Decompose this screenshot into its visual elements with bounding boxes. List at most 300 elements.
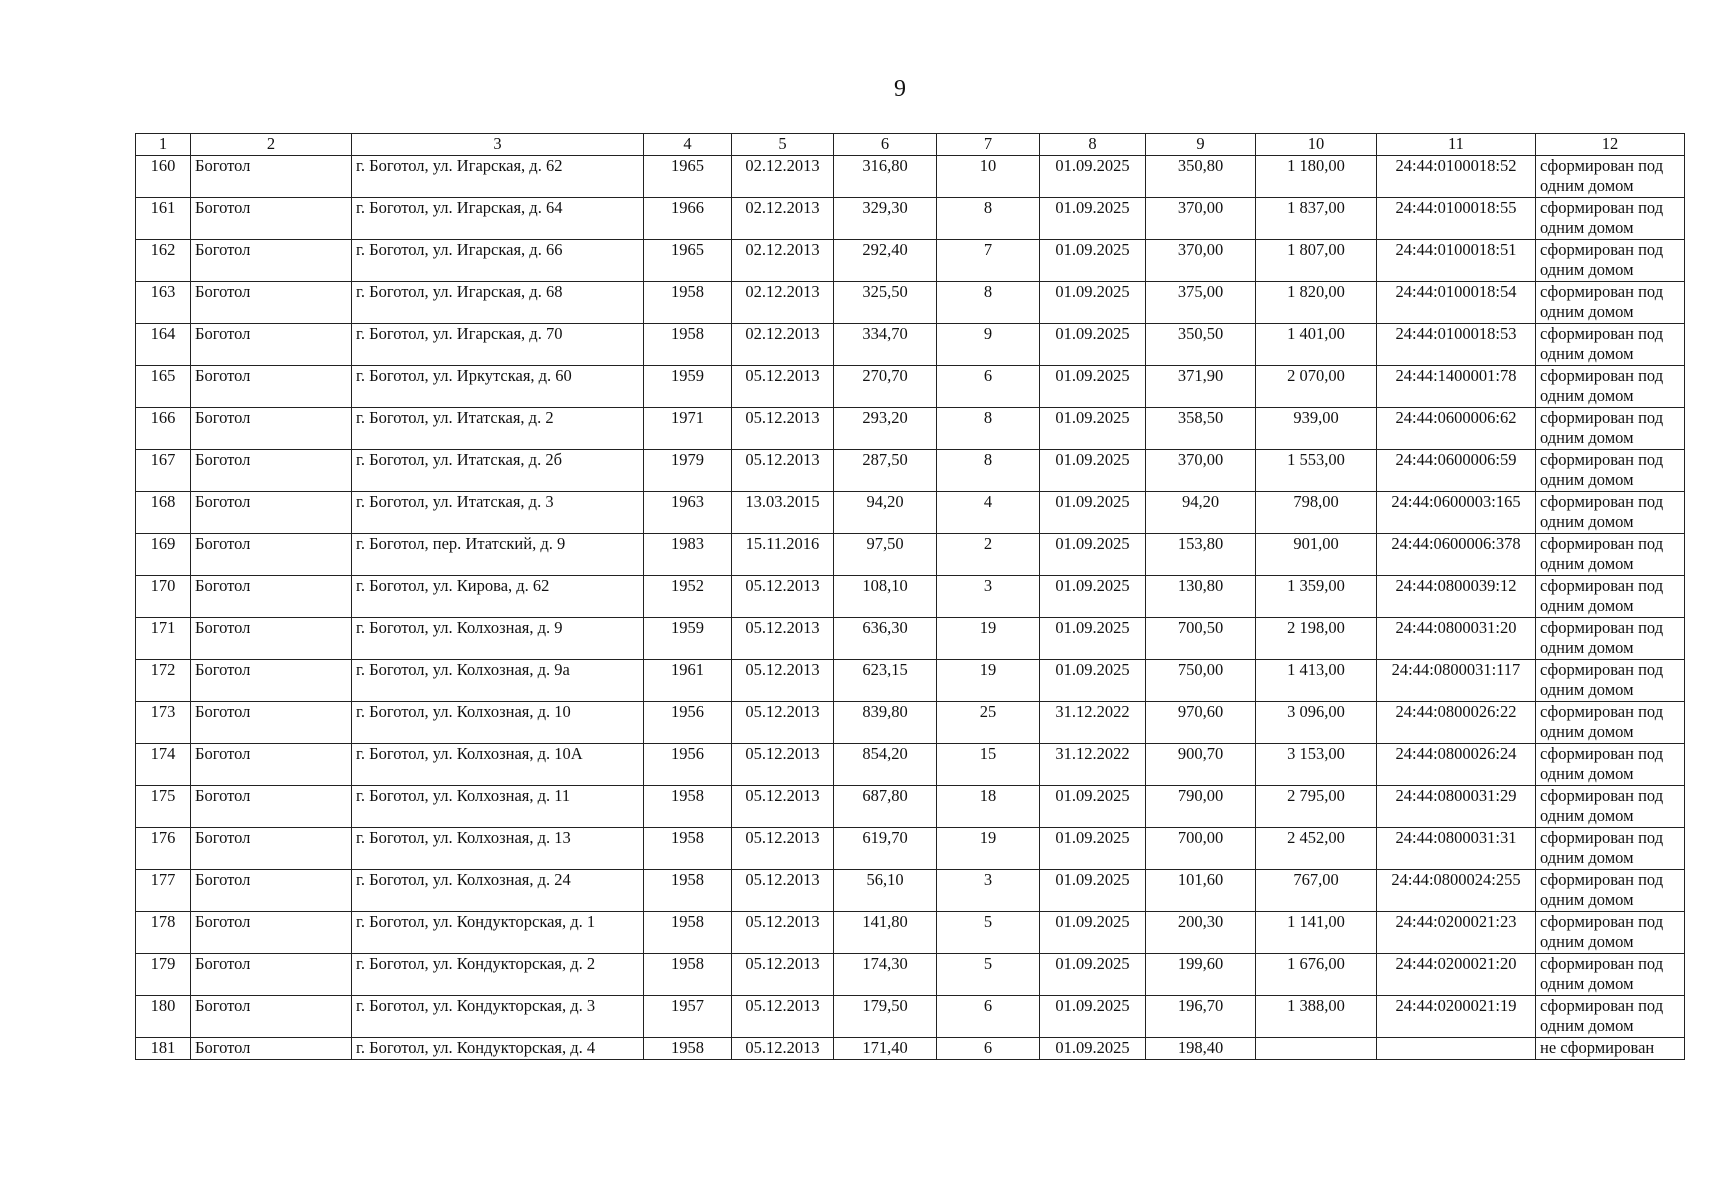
cell-land-area: 1 807,00: [1256, 240, 1377, 282]
column-header-9: 9: [1146, 134, 1256, 156]
cell-area: 316,80: [834, 156, 937, 198]
cell-address: г. Боготол, ул. Итатская, д. 2: [352, 408, 644, 450]
cell-address: г. Боготол, ул. Колхозная, д. 13: [352, 828, 644, 870]
cell-land-area: 1 141,00: [1256, 912, 1377, 954]
cell-land-area: 1 553,00: [1256, 450, 1377, 492]
cell-year-built: 1958: [644, 1038, 732, 1060]
cell-land-area: 939,00: [1256, 408, 1377, 450]
page-number: 9: [894, 76, 906, 102]
table-row: [136, 408, 1685, 450]
cell-land-area: 2 070,00: [1256, 366, 1377, 408]
cell-address: г. Боготол, ул. Кирова, д. 62: [352, 576, 644, 618]
cell-year-built: 1952: [644, 576, 732, 618]
cell-land-area: 1 676,00: [1256, 954, 1377, 996]
cell-municipality: Боготол: [191, 534, 352, 576]
cell-year-built: 1963: [644, 492, 732, 534]
cell-row-number: 161: [136, 198, 191, 240]
cell-land-area: 767,00: [1256, 870, 1377, 912]
cell-residents: 5: [937, 912, 1040, 954]
cell-land-area: 1 401,00: [1256, 324, 1377, 366]
cell-row-number: 173: [136, 702, 191, 744]
column-header-12: 12: [1536, 134, 1685, 156]
table-row: [136, 324, 1685, 366]
cell-municipality: Боготол: [191, 702, 352, 744]
cell-land-status: сформирован под одним домом: [1536, 576, 1685, 618]
cell-cadastral-number: 24:44:0800026:24: [1377, 744, 1536, 786]
cell-year-built: 1966: [644, 198, 732, 240]
cell-municipality: Боготол: [191, 408, 352, 450]
cell-address: г. Боготол, ул. Игарская, д. 64: [352, 198, 644, 240]
cell-land-area: 798,00: [1256, 492, 1377, 534]
cell-municipality: Боготол: [191, 282, 352, 324]
cell-living-area: 196,70: [1146, 996, 1256, 1038]
cell-living-area: 375,00: [1146, 282, 1256, 324]
cell-area: 325,50: [834, 282, 937, 324]
cell-land-status: сформирован под одним домом: [1536, 282, 1685, 324]
cell-area: 270,70: [834, 366, 937, 408]
cell-address: г. Боготол, ул. Колхозная, д. 24: [352, 870, 644, 912]
cell-cadastral-number: [1377, 1038, 1536, 1060]
cell-year-built: 1965: [644, 240, 732, 282]
cell-living-area: 199,60: [1146, 954, 1256, 996]
cell-address: г. Боготол, ул. Колхозная, д. 10: [352, 702, 644, 744]
cell-land-status: сформирован под одним домом: [1536, 786, 1685, 828]
column-header-8: 8: [1040, 134, 1146, 156]
cell-resettlement-date: 01.09.2025: [1040, 450, 1146, 492]
cell-address: г. Боготол, ул. Игарская, д. 66: [352, 240, 644, 282]
cell-land-area: 2 198,00: [1256, 618, 1377, 660]
cell-cadastral-number: 24:44:0100018:55: [1377, 198, 1536, 240]
cell-living-area: 790,00: [1146, 786, 1256, 828]
table-row: [136, 660, 1685, 702]
cell-address: г. Боготол, ул. Кондукторская, д. 1: [352, 912, 644, 954]
cell-row-number: 179: [136, 954, 191, 996]
cell-cadastral-number: 24:44:0100018:52: [1377, 156, 1536, 198]
cell-address: г. Боготол, ул. Кондукторская, д. 2: [352, 954, 644, 996]
cell-address: г. Боготол, ул. Кондукторская, д. 4: [352, 1038, 644, 1060]
cell-area: 636,30: [834, 618, 937, 660]
table-row: [136, 156, 1685, 198]
cell-land-status: сформирован под одним домом: [1536, 618, 1685, 660]
cell-year-built: 1959: [644, 366, 732, 408]
cell-living-area: 198,40: [1146, 1038, 1256, 1060]
cell-cadastral-number: 24:44:1400001:78: [1377, 366, 1536, 408]
cell-municipality: Боготол: [191, 786, 352, 828]
cell-resettlement-date: 01.09.2025: [1040, 408, 1146, 450]
cell-land-area: 3 153,00: [1256, 744, 1377, 786]
cell-year-built: 1971: [644, 408, 732, 450]
cell-row-number: 175: [136, 786, 191, 828]
table-row: [136, 534, 1685, 576]
cell-residents: 8: [937, 282, 1040, 324]
cell-year-built: 1956: [644, 702, 732, 744]
cell-area: 687,80: [834, 786, 937, 828]
cell-year-built: 1959: [644, 618, 732, 660]
cell-recognition-date: 02.12.2013: [732, 324, 834, 366]
cell-municipality: Боготол: [191, 240, 352, 282]
cell-municipality: Боготол: [191, 324, 352, 366]
cell-area: 179,50: [834, 996, 937, 1038]
cell-land-status: сформирован под одним домом: [1536, 450, 1685, 492]
table-row: [136, 786, 1685, 828]
cell-cadastral-number: 24:44:0200021:19: [1377, 996, 1536, 1038]
cell-recognition-date: 02.12.2013: [732, 198, 834, 240]
cell-living-area: 370,00: [1146, 198, 1256, 240]
cell-row-number: 163: [136, 282, 191, 324]
cell-residents: 25: [937, 702, 1040, 744]
cell-year-built: 1958: [644, 828, 732, 870]
cell-recognition-date: 15.11.2016: [732, 534, 834, 576]
cell-land-status: сформирован под одним домом: [1536, 198, 1685, 240]
table-row: [136, 1038, 1685, 1060]
cell-address: г. Боготол, ул. Колхозная, д. 9: [352, 618, 644, 660]
cell-living-area: 153,80: [1146, 534, 1256, 576]
cell-address: г. Боготол, ул. Итатская, д. 3: [352, 492, 644, 534]
cell-municipality: Боготол: [191, 660, 352, 702]
cell-resettlement-date: 01.09.2025: [1040, 534, 1146, 576]
cell-row-number: 170: [136, 576, 191, 618]
cell-area: 623,15: [834, 660, 937, 702]
cell-resettlement-date: 01.09.2025: [1040, 996, 1146, 1038]
cell-year-built: 1983: [644, 534, 732, 576]
cell-residents: 19: [937, 828, 1040, 870]
cell-area: 292,40: [834, 240, 937, 282]
cell-cadastral-number: 24:44:0800026:22: [1377, 702, 1536, 744]
cell-area: 329,30: [834, 198, 937, 240]
registry-table: [135, 133, 1685, 1060]
table-row: [136, 618, 1685, 660]
cell-residents: 3: [937, 576, 1040, 618]
table-row: [136, 996, 1685, 1038]
cell-land-status: сформирован под одним домом: [1536, 912, 1685, 954]
cell-land-status: сформирован под одним домом: [1536, 240, 1685, 282]
cell-cadastral-number: 24:44:0800031:31: [1377, 828, 1536, 870]
cell-area: 839,80: [834, 702, 937, 744]
cell-residents: 19: [937, 660, 1040, 702]
cell-area: 293,20: [834, 408, 937, 450]
cell-recognition-date: 02.12.2013: [732, 282, 834, 324]
cell-municipality: Боготол: [191, 870, 352, 912]
cell-municipality: Боготол: [191, 492, 352, 534]
cell-area: 619,70: [834, 828, 937, 870]
cell-residents: 6: [937, 996, 1040, 1038]
cell-residents: 18: [937, 786, 1040, 828]
cell-resettlement-date: 01.09.2025: [1040, 324, 1146, 366]
cell-recognition-date: 05.12.2013: [732, 660, 834, 702]
cell-address: г. Боготол, ул. Иркутская, д. 60: [352, 366, 644, 408]
cell-living-area: 750,00: [1146, 660, 1256, 702]
cell-resettlement-date: 01.09.2025: [1040, 240, 1146, 282]
cell-row-number: 169: [136, 534, 191, 576]
cell-resettlement-date: 01.09.2025: [1040, 870, 1146, 912]
table-row: [136, 492, 1685, 534]
cell-recognition-date: 05.12.2013: [732, 450, 834, 492]
cell-land-status: не сформирован: [1536, 1038, 1685, 1060]
cell-cadastral-number: 24:44:0800031:117: [1377, 660, 1536, 702]
cell-area: 174,30: [834, 954, 937, 996]
cell-living-area: 371,90: [1146, 366, 1256, 408]
cell-address: г. Боготол, ул. Игарская, д. 68: [352, 282, 644, 324]
cell-residents: 8: [937, 450, 1040, 492]
cell-row-number: 160: [136, 156, 191, 198]
cell-municipality: Боготол: [191, 912, 352, 954]
cell-row-number: 164: [136, 324, 191, 366]
cell-living-area: 350,80: [1146, 156, 1256, 198]
cell-year-built: 1958: [644, 870, 732, 912]
cell-row-number: 166: [136, 408, 191, 450]
cell-row-number: 176: [136, 828, 191, 870]
cell-resettlement-date: 01.09.2025: [1040, 828, 1146, 870]
cell-municipality: Боготол: [191, 954, 352, 996]
cell-resettlement-date: 01.09.2025: [1040, 786, 1146, 828]
cell-cadastral-number: 24:44:0100018:51: [1377, 240, 1536, 282]
cell-living-area: 94,20: [1146, 492, 1256, 534]
table-row: [136, 240, 1685, 282]
cell-row-number: 171: [136, 618, 191, 660]
cell-land-status: сформирован под одним домом: [1536, 954, 1685, 996]
cell-resettlement-date: 31.12.2022: [1040, 744, 1146, 786]
cell-municipality: Боготол: [191, 1038, 352, 1060]
cell-address: г. Боготол, ул. Итатская, д. 2б: [352, 450, 644, 492]
cell-resettlement-date: 01.09.2025: [1040, 660, 1146, 702]
cell-area: 56,10: [834, 870, 937, 912]
table-row: [136, 198, 1685, 240]
cell-cadastral-number: 24:44:0800031:20: [1377, 618, 1536, 660]
cell-land-status: сформирован под одним домом: [1536, 492, 1685, 534]
cell-address: г. Боготол, ул. Игарская, д. 70: [352, 324, 644, 366]
table-row: [136, 912, 1685, 954]
cell-municipality: Боготол: [191, 618, 352, 660]
cell-recognition-date: 02.12.2013: [732, 240, 834, 282]
cell-residents: 15: [937, 744, 1040, 786]
cell-year-built: 1958: [644, 954, 732, 996]
cell-land-status: сформирован под одним домом: [1536, 156, 1685, 198]
cell-living-area: 370,00: [1146, 450, 1256, 492]
cell-residents: 3: [937, 870, 1040, 912]
table-row: [136, 576, 1685, 618]
cell-area: 287,50: [834, 450, 937, 492]
cell-recognition-date: 05.12.2013: [732, 618, 834, 660]
cell-land-status: сформирован под одним домом: [1536, 534, 1685, 576]
cell-residents: 6: [937, 366, 1040, 408]
table-row: [136, 366, 1685, 408]
cell-cadastral-number: 24:44:0100018:54: [1377, 282, 1536, 324]
cell-recognition-date: 02.12.2013: [732, 156, 834, 198]
cell-land-status: сформирован под одним домом: [1536, 366, 1685, 408]
cell-cadastral-number: 24:44:0200021:20: [1377, 954, 1536, 996]
cell-living-area: 900,70: [1146, 744, 1256, 786]
cell-address: г. Боготол, ул. Игарская, д. 62: [352, 156, 644, 198]
cell-residents: 9: [937, 324, 1040, 366]
cell-year-built: 1957: [644, 996, 732, 1038]
table-row: [136, 702, 1685, 744]
cell-resettlement-date: 31.12.2022: [1040, 702, 1146, 744]
cell-recognition-date: 05.12.2013: [732, 828, 834, 870]
cell-municipality: Боготол: [191, 366, 352, 408]
column-header-3: 3: [352, 134, 644, 156]
cell-resettlement-date: 01.09.2025: [1040, 282, 1146, 324]
cell-cadastral-number: 24:44:0600006:59: [1377, 450, 1536, 492]
cell-residents: 19: [937, 618, 1040, 660]
cell-area: 108,10: [834, 576, 937, 618]
cell-year-built: 1965: [644, 156, 732, 198]
cell-living-area: 130,80: [1146, 576, 1256, 618]
cell-land-status: сформирован под одним домом: [1536, 828, 1685, 870]
cell-municipality: Боготол: [191, 450, 352, 492]
cell-row-number: 177: [136, 870, 191, 912]
cell-year-built: 1958: [644, 282, 732, 324]
cell-row-number: 172: [136, 660, 191, 702]
cell-row-number: 165: [136, 366, 191, 408]
cell-land-status: сформирован под одним домом: [1536, 744, 1685, 786]
cell-land-area: 901,00: [1256, 534, 1377, 576]
cell-living-area: 970,60: [1146, 702, 1256, 744]
cell-row-number: 180: [136, 996, 191, 1038]
cell-residents: 10: [937, 156, 1040, 198]
cell-year-built: 1958: [644, 912, 732, 954]
table-row: [136, 744, 1685, 786]
cell-resettlement-date: 01.09.2025: [1040, 492, 1146, 534]
cell-residents: 4: [937, 492, 1040, 534]
cell-land-area: 1 359,00: [1256, 576, 1377, 618]
cell-recognition-date: 05.12.2013: [732, 996, 834, 1038]
cell-municipality: Боготол: [191, 996, 352, 1038]
cell-resettlement-date: 01.09.2025: [1040, 954, 1146, 996]
cell-living-area: 370,00: [1146, 240, 1256, 282]
cell-cadastral-number: 24:44:0200021:23: [1377, 912, 1536, 954]
cell-cadastral-number: 24:44:0800024:255: [1377, 870, 1536, 912]
cell-land-area: 2 452,00: [1256, 828, 1377, 870]
cell-area: 141,80: [834, 912, 937, 954]
cell-recognition-date: 05.12.2013: [732, 1038, 834, 1060]
cell-resettlement-date: 01.09.2025: [1040, 156, 1146, 198]
cell-cadastral-number: 24:44:0800039:12: [1377, 576, 1536, 618]
cell-municipality: Боготол: [191, 576, 352, 618]
cell-land-status: сформирован под одним домом: [1536, 408, 1685, 450]
cell-residents: 8: [937, 198, 1040, 240]
column-header-1: 1: [136, 134, 191, 156]
cell-cadastral-number: 24:44:0800031:29: [1377, 786, 1536, 828]
table-row: [136, 828, 1685, 870]
cell-municipality: Боготол: [191, 198, 352, 240]
cell-address: г. Боготол, ул. Колхозная, д. 9а: [352, 660, 644, 702]
cell-land-status: сформирован под одним домом: [1536, 702, 1685, 744]
cell-area: 171,40: [834, 1038, 937, 1060]
cell-address: г. Боготол, ул. Кондукторская, д. 3: [352, 996, 644, 1038]
cell-recognition-date: 05.12.2013: [732, 702, 834, 744]
cell-living-area: 358,50: [1146, 408, 1256, 450]
cell-municipality: Боготол: [191, 744, 352, 786]
column-header-4: 4: [644, 134, 732, 156]
cell-area: 334,70: [834, 324, 937, 366]
cell-land-area: [1256, 1038, 1377, 1060]
cell-row-number: 174: [136, 744, 191, 786]
table-row: [136, 954, 1685, 996]
cell-recognition-date: 05.12.2013: [732, 366, 834, 408]
cell-area: 97,50: [834, 534, 937, 576]
header-row: [136, 134, 1685, 156]
cell-resettlement-date: 01.09.2025: [1040, 198, 1146, 240]
cell-residents: 7: [937, 240, 1040, 282]
column-header-2: 2: [191, 134, 352, 156]
cell-land-area: 1 413,00: [1256, 660, 1377, 702]
cell-land-status: сформирован под одним домом: [1536, 870, 1685, 912]
cell-year-built: 1961: [644, 660, 732, 702]
cell-land-status: сформирован под одним домом: [1536, 996, 1685, 1038]
cell-row-number: 181: [136, 1038, 191, 1060]
column-header-11: 11: [1377, 134, 1536, 156]
cell-residents: 5: [937, 954, 1040, 996]
cell-living-area: 200,30: [1146, 912, 1256, 954]
cell-municipality: Боготол: [191, 828, 352, 870]
table-row: [136, 870, 1685, 912]
cell-year-built: 1958: [644, 786, 732, 828]
cell-land-area: 1 388,00: [1256, 996, 1377, 1038]
cell-land-area: 1 180,00: [1256, 156, 1377, 198]
cell-living-area: 700,00: [1146, 828, 1256, 870]
cell-living-area: 101,60: [1146, 870, 1256, 912]
cell-recognition-date: 05.12.2013: [732, 786, 834, 828]
cell-cadastral-number: 24:44:0100018:53: [1377, 324, 1536, 366]
cell-row-number: 168: [136, 492, 191, 534]
cell-recognition-date: 05.12.2013: [732, 576, 834, 618]
cell-area: 854,20: [834, 744, 937, 786]
cell-recognition-date: 05.12.2013: [732, 408, 834, 450]
cell-year-built: 1979: [644, 450, 732, 492]
cell-cadastral-number: 24:44:0600006:378: [1377, 534, 1536, 576]
column-header-10: 10: [1256, 134, 1377, 156]
column-header-6: 6: [834, 134, 937, 156]
cell-address: г. Боготол, ул. Колхозная, д. 10А: [352, 744, 644, 786]
cell-address: г. Боготол, пер. Итатский, д. 9: [352, 534, 644, 576]
table-row: [136, 282, 1685, 324]
column-header-7: 7: [937, 134, 1040, 156]
cell-address: г. Боготол, ул. Колхозная, д. 11: [352, 786, 644, 828]
cell-year-built: 1958: [644, 324, 732, 366]
cell-land-area: 1 837,00: [1256, 198, 1377, 240]
cell-living-area: 350,50: [1146, 324, 1256, 366]
cell-residents: 2: [937, 534, 1040, 576]
cell-row-number: 162: [136, 240, 191, 282]
cell-cadastral-number: 24:44:0600003:165: [1377, 492, 1536, 534]
cell-residents: 8: [937, 408, 1040, 450]
cell-year-built: 1956: [644, 744, 732, 786]
cell-living-area: 700,50: [1146, 618, 1256, 660]
cell-municipality: Боготол: [191, 156, 352, 198]
cell-resettlement-date: 01.09.2025: [1040, 366, 1146, 408]
column-header-5: 5: [732, 134, 834, 156]
table-body: [136, 156, 1685, 1060]
cell-land-area: 2 795,00: [1256, 786, 1377, 828]
cell-resettlement-date: 01.09.2025: [1040, 1038, 1146, 1060]
cell-resettlement-date: 01.09.2025: [1040, 576, 1146, 618]
cell-land-area: 1 820,00: [1256, 282, 1377, 324]
cell-row-number: 178: [136, 912, 191, 954]
cell-row-number: 167: [136, 450, 191, 492]
cell-land-area: 3 096,00: [1256, 702, 1377, 744]
cell-residents: 6: [937, 1038, 1040, 1060]
cell-land-status: сформирован под одним домом: [1536, 660, 1685, 702]
cell-area: 94,20: [834, 492, 937, 534]
table-row: [136, 450, 1685, 492]
cell-recognition-date: 05.12.2013: [732, 912, 834, 954]
cell-recognition-date: 05.12.2013: [732, 954, 834, 996]
cell-recognition-date: 05.12.2013: [732, 870, 834, 912]
cell-resettlement-date: 01.09.2025: [1040, 912, 1146, 954]
cell-resettlement-date: 01.09.2025: [1040, 618, 1146, 660]
cell-cadastral-number: 24:44:0600006:62: [1377, 408, 1536, 450]
cell-land-status: сформирован под одним домом: [1536, 324, 1685, 366]
